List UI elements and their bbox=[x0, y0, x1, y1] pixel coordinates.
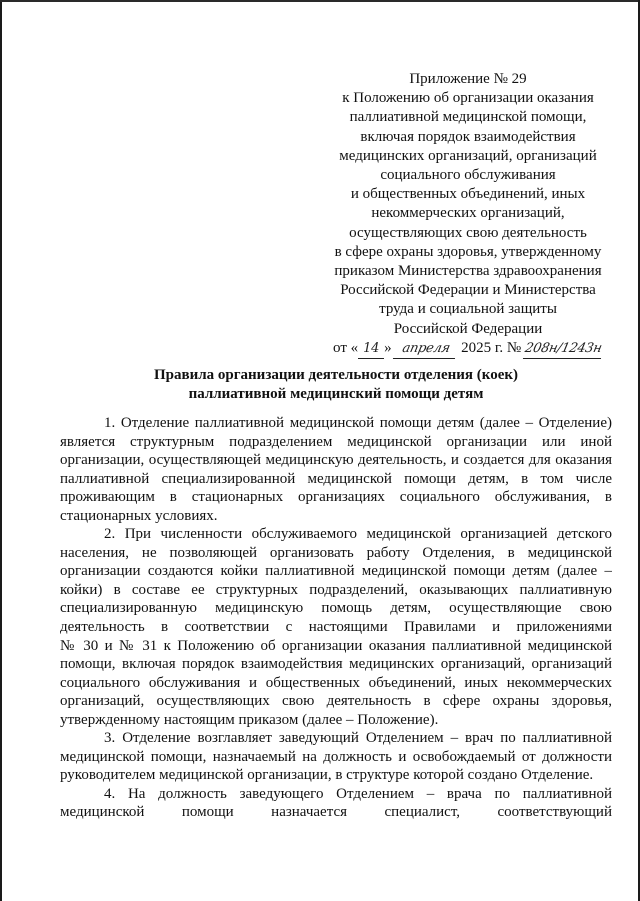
paragraph-2-line: населения, не позволяющей организовать работу Отделения, в медицинской bbox=[60, 544, 612, 561]
paragraph-1-line: организации, осуществляющей медицинскую деятельность, и создается для оказания bbox=[60, 452, 612, 469]
appendix-line: и общественных объединений, иных bbox=[350, 186, 586, 203]
paragraph-2-line: социального обслуживания и общественных объединений, иных некоммерческих bbox=[60, 674, 612, 691]
appendix-line: труда и социальной защиты bbox=[379, 301, 557, 318]
scan-edge-left bbox=[0, 0, 2, 901]
scan-edge-top bbox=[0, 0, 640, 2]
paragraph-3-line: руководителем медицинской организации, в структуре которой создано Отделение. bbox=[60, 767, 594, 784]
appendix-header bbox=[300, 70, 636, 359]
date-mid: » bbox=[384, 339, 392, 356]
date-year: 2025 г. № bbox=[461, 339, 522, 356]
paragraph-2-line: деятельность в соответствии с настоящими Правилами и приложениями bbox=[60, 619, 612, 636]
handwritten-day: 14 bbox=[358, 339, 384, 359]
paragraph-1-line: проживающим в стационарных организациях социального обслуживания, в bbox=[60, 489, 612, 506]
paragraph-2-line: койки) в составе ее структурных подразделений, оказывающих паллиативную bbox=[60, 581, 612, 598]
appendix-line: медицинских организаций, организаций bbox=[339, 147, 597, 164]
paragraph-1-line: 1. Отделение паллиативной медицинской помощи детям (далее – Отделение) bbox=[104, 415, 612, 431]
handwritten-month: апреля bbox=[393, 339, 459, 359]
appendix-line: социального обслуживания bbox=[380, 167, 556, 184]
appendix-line: некоммерческих организаций, bbox=[371, 205, 565, 222]
paragraph-4-line: 4. На должность заведующего Отделением – врача по паллиативной bbox=[104, 785, 612, 802]
appendix-line: осуществляющих свою деятельность bbox=[349, 224, 587, 241]
paragraph-1-line: стационарных условиях. bbox=[60, 507, 218, 524]
paragraph-2-line: № 30 и № 31 к Положению об организации оказания паллиативной медицинской bbox=[60, 637, 612, 654]
paragraph-2-line: 2. При численности обслуживаемого медицинской организацией детского bbox=[104, 526, 612, 543]
paragraph-1-line: является структурным подразделением медицинской организации или иной bbox=[60, 433, 612, 450]
document-title bbox=[60, 366, 612, 403]
title-line-2: паллиативной медицинский помощи детям bbox=[188, 385, 484, 402]
document-body bbox=[60, 414, 612, 822]
appendix-line: приказом Министерства здравоохранения bbox=[334, 263, 602, 280]
appendix-line: Приложение № 29 bbox=[409, 71, 527, 87]
paragraph-2-line: организации создаются койки паллиативной медицинской помощи детям (далее – bbox=[60, 563, 612, 580]
paragraph-2-line: помощи, включая порядок взаимодействия медицинских организаций, организаций bbox=[60, 656, 612, 673]
appendix-line: Российской Федерации и Министерства bbox=[340, 282, 596, 299]
date-prefix: от « bbox=[333, 339, 359, 356]
paragraph-2-line: утвержденному настоящим приказом (далее – Положение). bbox=[60, 711, 439, 728]
order-date-line bbox=[300, 339, 636, 359]
appendix-line: Российской Федерации bbox=[393, 320, 543, 337]
handwritten-order-number: 208н/1243н bbox=[523, 339, 605, 359]
paragraph-1-line: паллиативной специализированной медицинской помощи детям, в том числе bbox=[60, 470, 612, 487]
paragraph-3-line: медицинской помощи, назначаемый на должность и освобождаемый от должности bbox=[60, 748, 612, 765]
paragraph-2-line: специализированную медицинскую помощь детям, осуществляющие свою bbox=[60, 600, 612, 617]
appendix-line: в сфере охраны здоровья, утвержденному bbox=[334, 243, 602, 260]
appendix-line: к Положению об организации оказания bbox=[342, 90, 594, 107]
paragraph-3-line: 3. Отделение возглавляет заведующий Отделением – врач по паллиативной bbox=[104, 730, 612, 747]
title-line-1: Правила организации деятельности отделения (коек) bbox=[153, 367, 519, 383]
paragraph-4-line: медицинской помощи назначается специалист, соответствующий bbox=[60, 804, 612, 821]
appendix-line: включая порядок взаимодействия bbox=[360, 128, 576, 145]
paragraph-2-line: организаций, осуществляющих свою деятельность в сфере охраны здоровья, bbox=[60, 693, 612, 710]
appendix-line: паллиативной медицинской помощи, bbox=[349, 109, 587, 126]
